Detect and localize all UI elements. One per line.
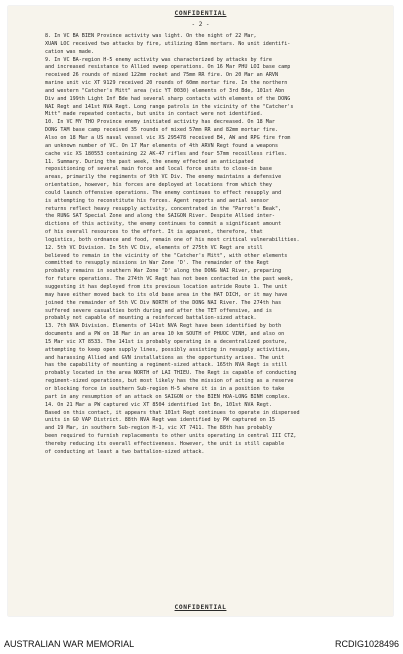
text-line: an unknown number of VC. On 17 Mar elements of 4th ARVN Regt found a weapons [45, 142, 279, 149]
text-line: or blocking force in southern Sub-region H-5 where it is in a position to take [45, 385, 285, 392]
text-line: logistics, both ordnance and food, remain one of his most critical vulnerabilities. [45, 236, 300, 243]
text-line: and western "Catcher's Mitt" area (vic YT 0030) elements of 3rd Bde, 101st Abn [45, 87, 285, 94]
text-line: could launch offensive operations. The enemy continues to effect resupply and [45, 189, 282, 196]
text-line: and 19 Mar, in southern Sub-region H-1, vic XT 7411. The 88th has probably [45, 425, 272, 432]
text-line: 12. 5th VC Division. In 5th VC Div, elements of 275th VC Regt are still [45, 244, 263, 251]
page-number: - 2 - [191, 21, 210, 28]
text-line: 8. In VC BA BIEN Province activity was light. On the night of 22 Mar, [45, 33, 257, 39]
text-line: 14. On 21 Mar a PW captured vic XT 8504 identified 1st Bn, 101st NVA Regt. [45, 401, 272, 408]
text-line: Based on this contact, it appears that 101st Regt continues to operate in dispersed [45, 409, 300, 416]
text-line: marine unit vic XT 9129 received 20 rounds of 60mm mortar fire. In the northern [45, 80, 288, 87]
classification-footer: CONFIDENTIAL [174, 604, 227, 611]
text-line: probably remains in southern War Zone 'D' along the DONG NAI River, preparing [45, 268, 282, 275]
document-page [8, 6, 393, 616]
text-line: thereby reducing its overall effectiveness. However, the unit is still capable [45, 440, 285, 447]
text-line: documents and a PW on 18 Mar in an area 10 km SOUTH of PHUOC VINH, and also on [45, 331, 285, 338]
text-line: 15 Mar vic XT 8533. The 141st is probably operating in a decentralized posture, [45, 338, 288, 345]
text-line: suggesting it has deployed from its previous location astride Route 1. The unit [45, 284, 288, 290]
text-line: returns reflect heavy resupply activity, concentrated in the "Parrot's Beak", [45, 205, 282, 212]
document-body [45, 33, 383, 457]
text-line: received 26 rounds of mixed 122mm rocket and 75mm RR fire. On 20 Mar an ARVN [45, 72, 279, 79]
text-line: believed to remain in the vicinity of the "Catcher's Mitt", with other elements [45, 252, 288, 259]
text-line: 10. In VC MY THO Province enemy initiated activity has decreased. On 18 Mar [45, 119, 276, 126]
text-line: of his overall resources to the effort. It is apparent, therefore, that [45, 229, 263, 236]
text-line: suffered severe casualties both during and after the TET offensive, and is [45, 307, 272, 314]
text-line: dictions of this activity, the enemy continues to commit a significant amount [45, 221, 282, 228]
text-line: attempting to keep open supply lines, possibly assisting in resupply activities, [45, 346, 291, 353]
text-line: probably located in the area NORTH of LAI THIEU. The Regt is capable of conducting [45, 370, 297, 377]
text-line: cache vic XS 180553 containing 22 AK-47 rifles and four 57mm recoilless rifles. [45, 150, 288, 157]
text-line: repositioning of several main force and local force units to close-in base [45, 166, 272, 173]
text-line: of conducting at least a two battalion-sized attack. [45, 448, 205, 455]
text-line: has the capability of mounting a regiment-sized attack. 165th NVA Regt is still [45, 362, 288, 369]
text-line: been required to furnish replacements to other units operating in central III CTZ, [45, 433, 297, 440]
text-line: Mitt" made repeated contacts, but units in contact were not identified. [45, 111, 263, 118]
text-line: and harassing Allied and GVN installations as the opportunity arises. The unit [45, 354, 285, 361]
text-line: XUAN LOC received two attacks by fire, utilizing 81mm mortars. No unit identifi- [45, 40, 291, 47]
text-line: part in any resumption of an attack on SAIGON or the BIEN HOA-LONG BINH complex. [45, 393, 291, 400]
text-line: committed to resupply missions in War Zone 'D'. The remainder of the Regt [45, 260, 269, 267]
text-line: may have either moved back to its old base area in the HAT DICH, or it may have [45, 291, 288, 298]
text-line: is attempting to reconstitute his forces. Agent reports and aerial sensor [45, 197, 269, 204]
text-line: and increased resistance to Allied sweep operations. On 16 Mar PHU LOI base camp [45, 64, 291, 71]
text-line: DONG TAM base camp received 35 rounds of mixed 57mm RR and 82mm mortar fire. [45, 127, 279, 134]
text-line: orientation, however, his forces are deployed at locations from which they [45, 182, 272, 189]
text-line: NAI Regt and 141st NVA Regt. Long range patrols in the vicinity of the "Catcher's [45, 103, 294, 110]
text-line: cation was made. [45, 48, 95, 55]
text-line: 11. Summary. During the past week, the enemy effected an anticipated [45, 158, 254, 165]
text-line: areas, primarily the regiments of 9th VC Div. The enemy maintains a defensive [45, 174, 282, 181]
text-line: 9. In VC BA-region H-5 enemy activity was characterized by attacks by fire [45, 56, 272, 63]
classification-header: CONFIDENTIAL [174, 10, 227, 17]
text-line: Also on 18 Mar a US naval vessel vic XS 295478 received B4, AW and RPG fire from [45, 134, 291, 141]
text-line: Div and 199th Light Inf Bde had several sharp contacts with elements of the DONG [45, 95, 291, 102]
archive-reference: RCDIG1028496 [334, 639, 399, 649]
text-line: 13. 7th NVA Division. Elements of 141st NVA Regt have been identified by both [45, 323, 282, 330]
text-line: for future operations. The 274th VC Regt has not been contacted in the past week, [45, 276, 294, 283]
archive-footer [0, 637, 403, 654]
text-line: regiment-sized operations, but most likely has the mission of acting as a reserve [45, 378, 294, 385]
text-line: joined the remainder of 5th VC Div NORTH of the DONG NAI River. The 274th has [45, 299, 282, 306]
archive-name: AUSTRALIAN WAR MEMORIAL [4, 639, 135, 649]
text-line: probably not capable of mounting a reinforced battalion-sized attack. [45, 315, 257, 322]
text-line: units in GO VAP District. 88th NVA Regt was identified by PW captured on 15 [45, 417, 276, 424]
text-line: the RUNG SAT Special Zone and along the SAIGON River. Despite Allied inter- [45, 213, 276, 220]
